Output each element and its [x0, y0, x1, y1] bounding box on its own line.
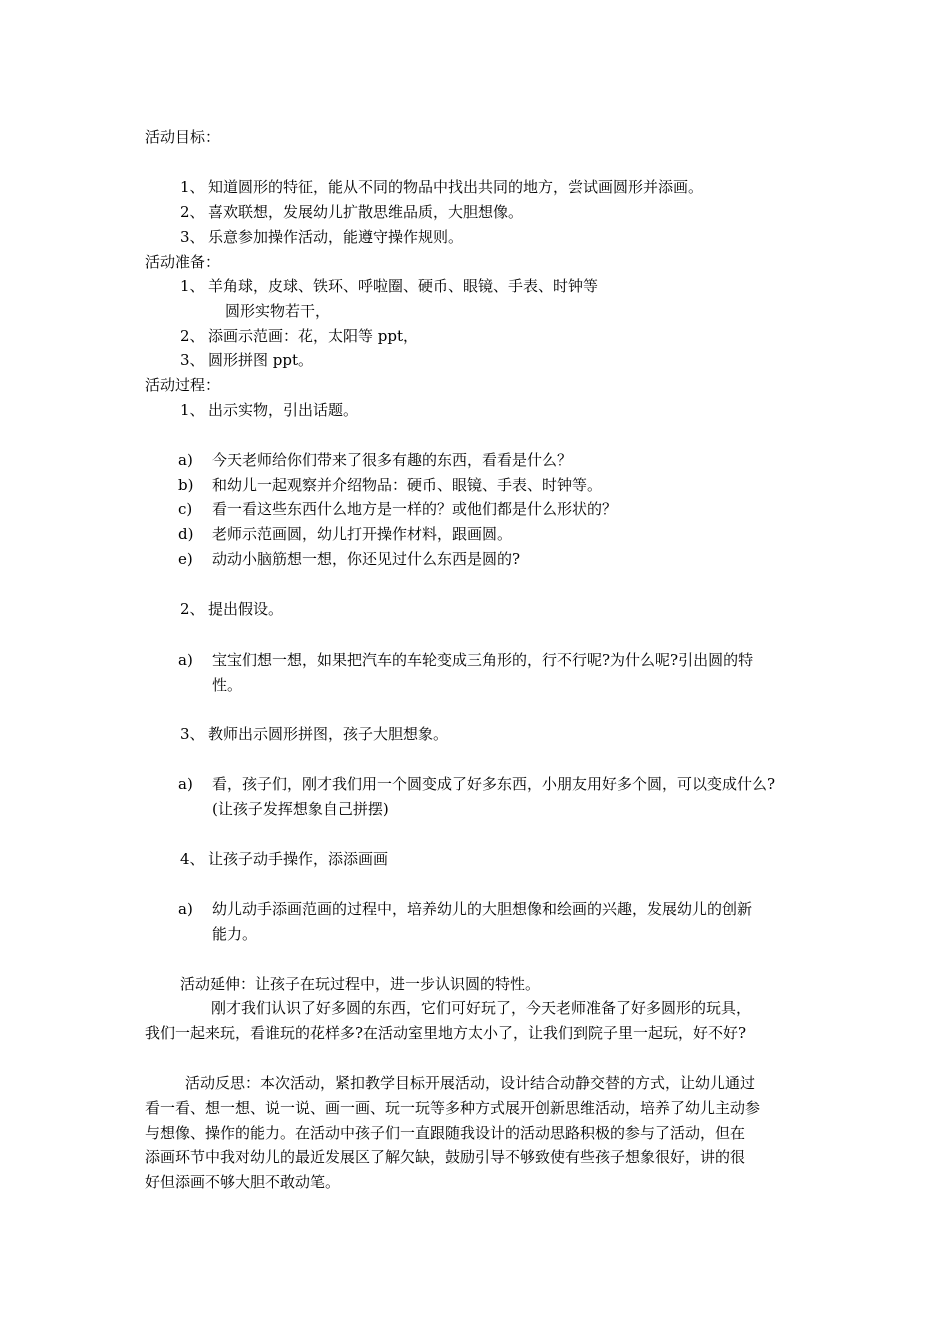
sub-item — [178, 549, 521, 569]
prep-text: 圆形拼图 ppt。 — [208, 351, 314, 369]
step-title: 出示实物，引出话题。 — [208, 401, 359, 419]
prep-item-continuation: 圆形实物若干， — [225, 302, 331, 320]
process-step — [180, 849, 389, 869]
prep-item — [180, 350, 314, 370]
prep-num: 3、 — [180, 351, 205, 369]
goal-text: 知道圆形的特征，能从不同的物品中找出共同的地方，尝试画圆形并添画。 — [208, 178, 704, 196]
sub-label: c) — [178, 500, 193, 518]
goal-num: 3、 — [180, 228, 205, 246]
sub-text: 老师示范画圆，幼儿打开操作材料，跟画圆。 — [212, 525, 513, 543]
sub-item — [178, 650, 754, 670]
step-title: 教师出示圆形拼图，孩子大胆想象。 — [208, 725, 449, 743]
reflection-line: 活动反思：本次活动，紧扣教学目标开展活动，设计结合动静交替的方式，让幼儿通过 — [185, 1074, 756, 1092]
sub-text: 和幼儿一起观察并介绍物品：硬币、眼镜、手表、时钟等。 — [212, 476, 603, 494]
sub-text: 看一看这些东西什么地方是一样的？或他们都是什么形状的？ — [212, 500, 618, 518]
extension-line: 刚才我们认识了好多圆的东西，它们可好玩了，今天老师准备了好多圆形的玩具， — [211, 999, 752, 1017]
sub-text: 看，孩子们，刚才我们用一个圆变成了好多东西，小朋友用好多个圆，可以变成什么? — [212, 775, 776, 793]
sub-item — [178, 499, 618, 519]
goal-num: 1、 — [180, 178, 205, 196]
step-num: 2、 — [180, 600, 205, 618]
sub-text: 今天老师给你们带来了很多有趣的东西，看看是什么？ — [212, 451, 573, 469]
sub-item — [178, 774, 776, 794]
sub-label: b) — [178, 476, 194, 494]
sub-text: 宝宝们想一想，如果把汽车的车轮变成三角形的，行不行呢?为什么呢?引出圆的特 — [212, 651, 754, 669]
sub-item — [178, 524, 513, 544]
sub-label: a) — [178, 651, 193, 669]
step-num: 1、 — [180, 401, 205, 419]
goal-item — [180, 177, 704, 197]
goal-num: 2、 — [180, 203, 205, 221]
sub-text-continuation: 性。 — [212, 676, 243, 694]
reflection-line: 与想像、操作的能力。在活动中孩子们一直跟随我设计的活动思路积极的参与了活动，但在 — [145, 1124, 746, 1142]
step-num: 4、 — [180, 850, 205, 868]
sub-label: a) — [178, 900, 193, 918]
step-title: 让孩子动手操作，添添画画 — [208, 850, 389, 868]
process-step — [180, 724, 449, 744]
prep-item — [180, 326, 419, 346]
sub-text-continuation: (让孩子发挥想象自己拼摆) — [212, 800, 389, 818]
goals-heading: 活动目标： — [145, 128, 221, 146]
reflection-line: 好但添画不够大胆不敢动笔。 — [145, 1173, 341, 1191]
prep-text: 添画示范画：花，太阳等 ppt， — [208, 327, 419, 345]
prep-heading: 活动准备： — [145, 253, 221, 271]
goal-item — [180, 202, 524, 222]
reflection-line: 看一看、想一想、说一说、画一画、玩一玩等多种方式展开创新思维活动，培养了幼儿主动参 — [145, 1099, 761, 1117]
prep-num: 2、 — [180, 327, 205, 345]
sub-item — [178, 475, 603, 495]
step-num: 3、 — [180, 725, 205, 743]
sub-label: a) — [178, 775, 193, 793]
sub-text: 幼儿动手添画范画的过程中，培养幼儿的大胆想像和绘画的兴趣，发展幼儿的创新 — [212, 900, 753, 918]
extension-line: 我们一起来玩，看谁玩的花样多?在活动室里地方太小了，让我们到院子里一起玩，好不好? — [145, 1024, 747, 1042]
goal-text: 乐意参加操作活动，能遵守操作规则。 — [208, 228, 464, 246]
process-step — [180, 400, 359, 420]
sub-text-continuation: 能力。 — [212, 925, 258, 943]
sub-item — [178, 899, 753, 919]
sub-text: 动动小脑筋想一想，你还见过什么东西是圆的? — [212, 550, 521, 568]
prep-text: 羊角球，皮球、铁环、呼啦圈、硬币、眼镜、手表、时钟等 — [208, 277, 599, 295]
sub-label: a) — [178, 451, 193, 469]
goal-text: 喜欢联想，发展幼儿扩散思维品质，大胆想像。 — [208, 203, 524, 221]
reflection-line: 添画环节中我对幼儿的最近发展区了解欠缺，鼓励引导不够致使有些孩子想象很好，讲的很 — [145, 1148, 746, 1166]
process-heading: 活动过程： — [145, 376, 221, 394]
goal-item — [180, 227, 464, 247]
sub-item — [178, 450, 573, 470]
sub-label: e) — [178, 550, 193, 568]
prep-num: 1、 — [180, 277, 205, 295]
sub-label: d) — [178, 525, 194, 543]
step-title: 提出假设。 — [208, 600, 284, 618]
process-step — [180, 599, 284, 619]
extension-title: 活动延伸：让孩子在玩过程中，进一步认识圆的特性。 — [180, 975, 541, 993]
prep-item — [180, 276, 599, 296]
